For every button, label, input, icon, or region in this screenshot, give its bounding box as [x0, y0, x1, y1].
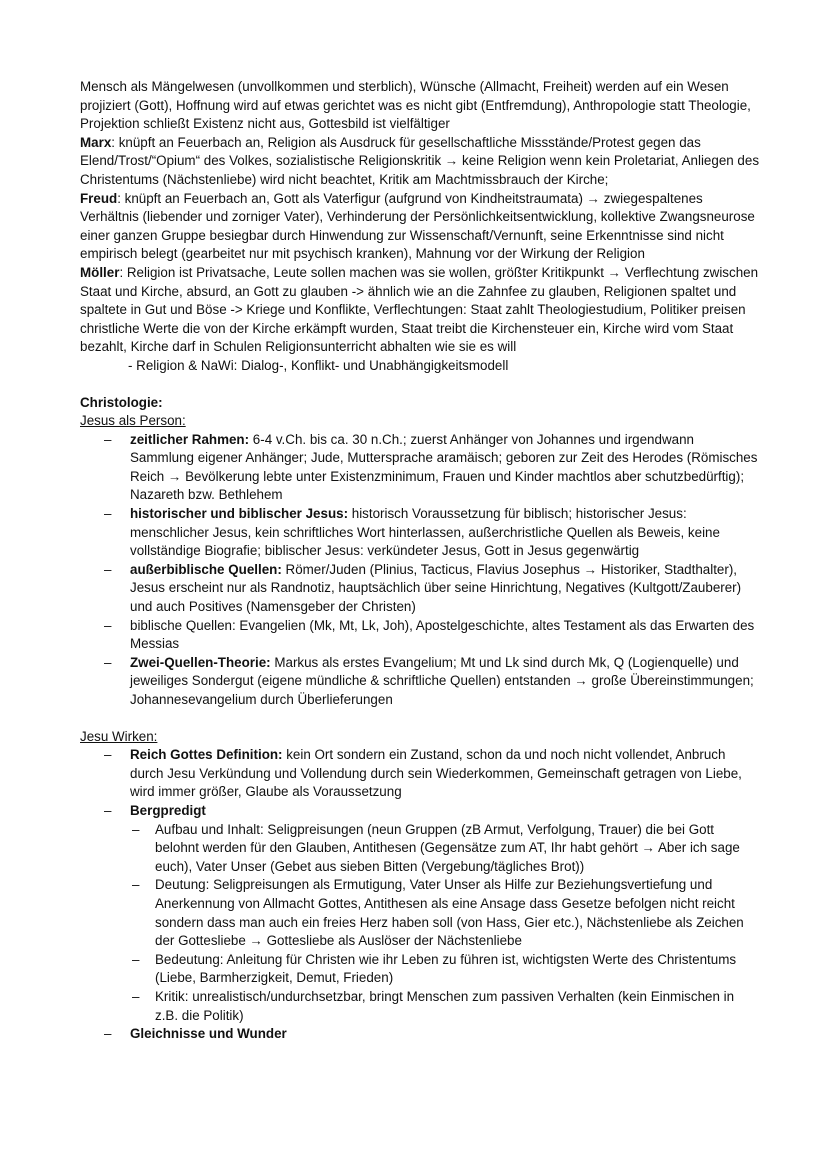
jesus-person-list [80, 431, 760, 710]
list-item [80, 654, 760, 710]
feuerbach-paragraph: Mensch als Mängelwesen (unvollkommen und sterblich), Wünsche (Allmacht, Freiheit) werden auf ein Wesen projiziert (Gott), Hoffnung wird auf etwas gerichtet was es nicht gibt (Entfremdung), Anthropologie statt Theologie, Projektion schließt Existenz nicht aus, Gottesbild ist vielfältiger [80, 79, 751, 132]
item-label: Zwei-Quellen-Theorie: [130, 654, 271, 670]
list-item [80, 505, 760, 561]
list-item [80, 617, 760, 654]
marx-text: : knüpft an Feuerbach an, Religion als Ausdruck für gesellschaftliche Missstände/Protest gegen das Elend/Trost/“Opium“ des Volkes, sozialistische Religionskritik → keine Religion wenn kein Proletariat, Anliegen des Christentums (Nächstenliebe) wird nicht beachtet, Kritik am Machtmissbrauch der Kirche; [80, 134, 760, 187]
list-item: – Bedeutung: Anleitung für Christen wie ihr Leben zu führen ist, wichtigsten Werte des Christentums (Liebe, Barmherzigkeit, Demut, Frieden) [130, 951, 760, 988]
bergpredigt-sublist [130, 821, 760, 1026]
item-text: Markus als erstes Evangelium; Mt und Lk sind durch Mk, Q (Logienquelle) und jeweiliges Sondergut (eigene mündliche & schriftliche Quellen) entstanden → große Übereinstimmungen; Johannesevangelium durch Überlieferungen [130, 654, 754, 707]
list-item [80, 561, 760, 617]
reich-gottes-label: Reich Gottes Definition: [130, 747, 283, 763]
freud-paragraph [80, 190, 760, 264]
item-label: historischer und biblischer Jesus: [130, 506, 349, 522]
moeller-paragraph [80, 264, 760, 357]
list-item [80, 1025, 760, 1044]
jesu-wirken-list [80, 746, 760, 1044]
reich-gottes-text: kein Ort sondern ein Zustand, schon da und noch nicht vollendet, Anbruch durch Jesu Verkündung und Vollendung durch sein Wiederkommen, Gemeinschaft getragen von Liebe, wird immer größer, Glaube als Voraussetzung [130, 747, 742, 800]
item-text: Römer/Juden (Plinius, Tacticus, Flavius Josephus → Historiker, Stadthalter), Jesus erscheint nur als Randnotiz, hauptsächlich über seine Hinrichtung, Negatives (Kultgott/Zauberer) und auch Positives (Namensgeber der Christen) [130, 561, 742, 615]
marx-label: Marx [80, 134, 112, 150]
jesu-wirken-subheading: Jesu Wirken: [80, 728, 158, 744]
freud-text: : knüpft an Feuerbach an, Gott als Vaterfigur (aufgrund von Kindheitstraumata) → zwiegespaltenes Verhältnis (liebender und zorniger Vater), Verhinderung der Persönlichkeitsentwicklung, kollektive Zwangsneurose einer ganzen Gruppe besiegbar durch Hinwendung zur Wissenschaft/Vernunft, seine Erkenntnisse sind nicht empirisch belegt (gearbeitet nur mit psychisch kranken), Mahnung vor der Wirkung der Religion [80, 190, 755, 262]
list-item [80, 431, 760, 505]
list-item: – Deutung: Seligpreisungen als Ermutigung, Vater Unser als Hilfe zur Beziehungsvertiefung und Anerkennung von Allmacht Gottes, Antithesen als eine Ansage dass Gesetze befolgen nicht reicht sondern dass man auch ein freies Herz haben soll (von Hass, Gier etc.), Nächstenliebe als Zeichen der Gottesliebe → Gottesliebe als Auslöser der Nächstenliebe [130, 876, 760, 950]
list-item: – Kritik: unrealistisch/undurchsetzbar, bringt Menschen zum passiven Verhalten (kein Einmischen in z.B. die Politik) [130, 988, 760, 1025]
item-text: biblische Quellen: Evangelien (Mk, Mt, Lk, Joh), Apostelgeschichte, altes Testament als das Erwarten des Messias [130, 617, 755, 652]
marx-paragraph [80, 134, 760, 190]
list-item [80, 802, 760, 1025]
moeller-text: : Religion ist Privatsache, Leute sollen machen was sie wollen, größter Kritikpunkt → Verflechtung zwischen Staat und Kirche, absurd, an Gott zu glauben -> ähnlich wie an die Zahnfee zu glauben, Religionen spaltet und spaltete in Gut und Böse -> Kriege und Konflikte, Verflechtungen: Staat zahlt Theologiestudium, Politiker preisen christliche Werte die von der Kirche erkämpft wurden, Staat treibt die Kirchensteuer ein, Kirche wird vom Staat bezahlt, Kirche darf in Schulen Religionsunterricht abhalten wie sie es will [80, 264, 759, 355]
freud-label: Freud [80, 190, 118, 206]
moeller-label: Möller [80, 264, 120, 280]
bergpredigt-label: Bergpredigt [130, 802, 206, 818]
item-text: 6-4 v.Ch. bis ca. 30 n.Ch.; zuerst Anhänger von Johannes und irgendwann Sammlung eigener Anhänger; Jude, Muttersprache aramäisch; geboren zur Zeit des Herodes (Römisches Reich → Bevölkerung lebte unter Existenzminimum, Frauen und Kinder machtlos aber schutzbedürftig); Nazareth bzw. Bethlehem [130, 431, 758, 503]
christologie-heading: Christologie: [80, 394, 163, 410]
item-text: historisch Voraussetzung für biblisch; historischer Jesus: menschlicher Jesus, kein schriftliches Wort hinterlassen, außerchristliche Quellen als Beweis, keine vollständige Biografie; biblischer Jesus: verkündeter Jesus, Gott in Jesus gegenwärtig [130, 506, 720, 559]
item-label: zeitlicher Rahmen: [130, 431, 250, 447]
nawi-line: - Religion & NaWi: Dialog-, Konflikt- und Unabhängigkeitsmodell [128, 357, 509, 373]
document-page [80, 78, 760, 1044]
list-item [80, 746, 760, 802]
gleichnisse-label: Gleichnisse und Wunder [130, 1026, 287, 1042]
list-item: – Aufbau und Inhalt: Seligpreisungen (neun Gruppen (zB Armut, Verfolgung, Trauer) die bei Gott belohnt werden für den Glauben, Antithesen (Gegensätze zum AT, Ihr habt gehört → Aber ich sage euch), Vater Unser (Gebet aus sieben Bitten (Vergebung/tägliches Brot)) [130, 821, 760, 877]
item-label: außerbiblische Quellen: [130, 561, 282, 577]
jesus-person-subheading: Jesus als Person: [80, 413, 186, 429]
